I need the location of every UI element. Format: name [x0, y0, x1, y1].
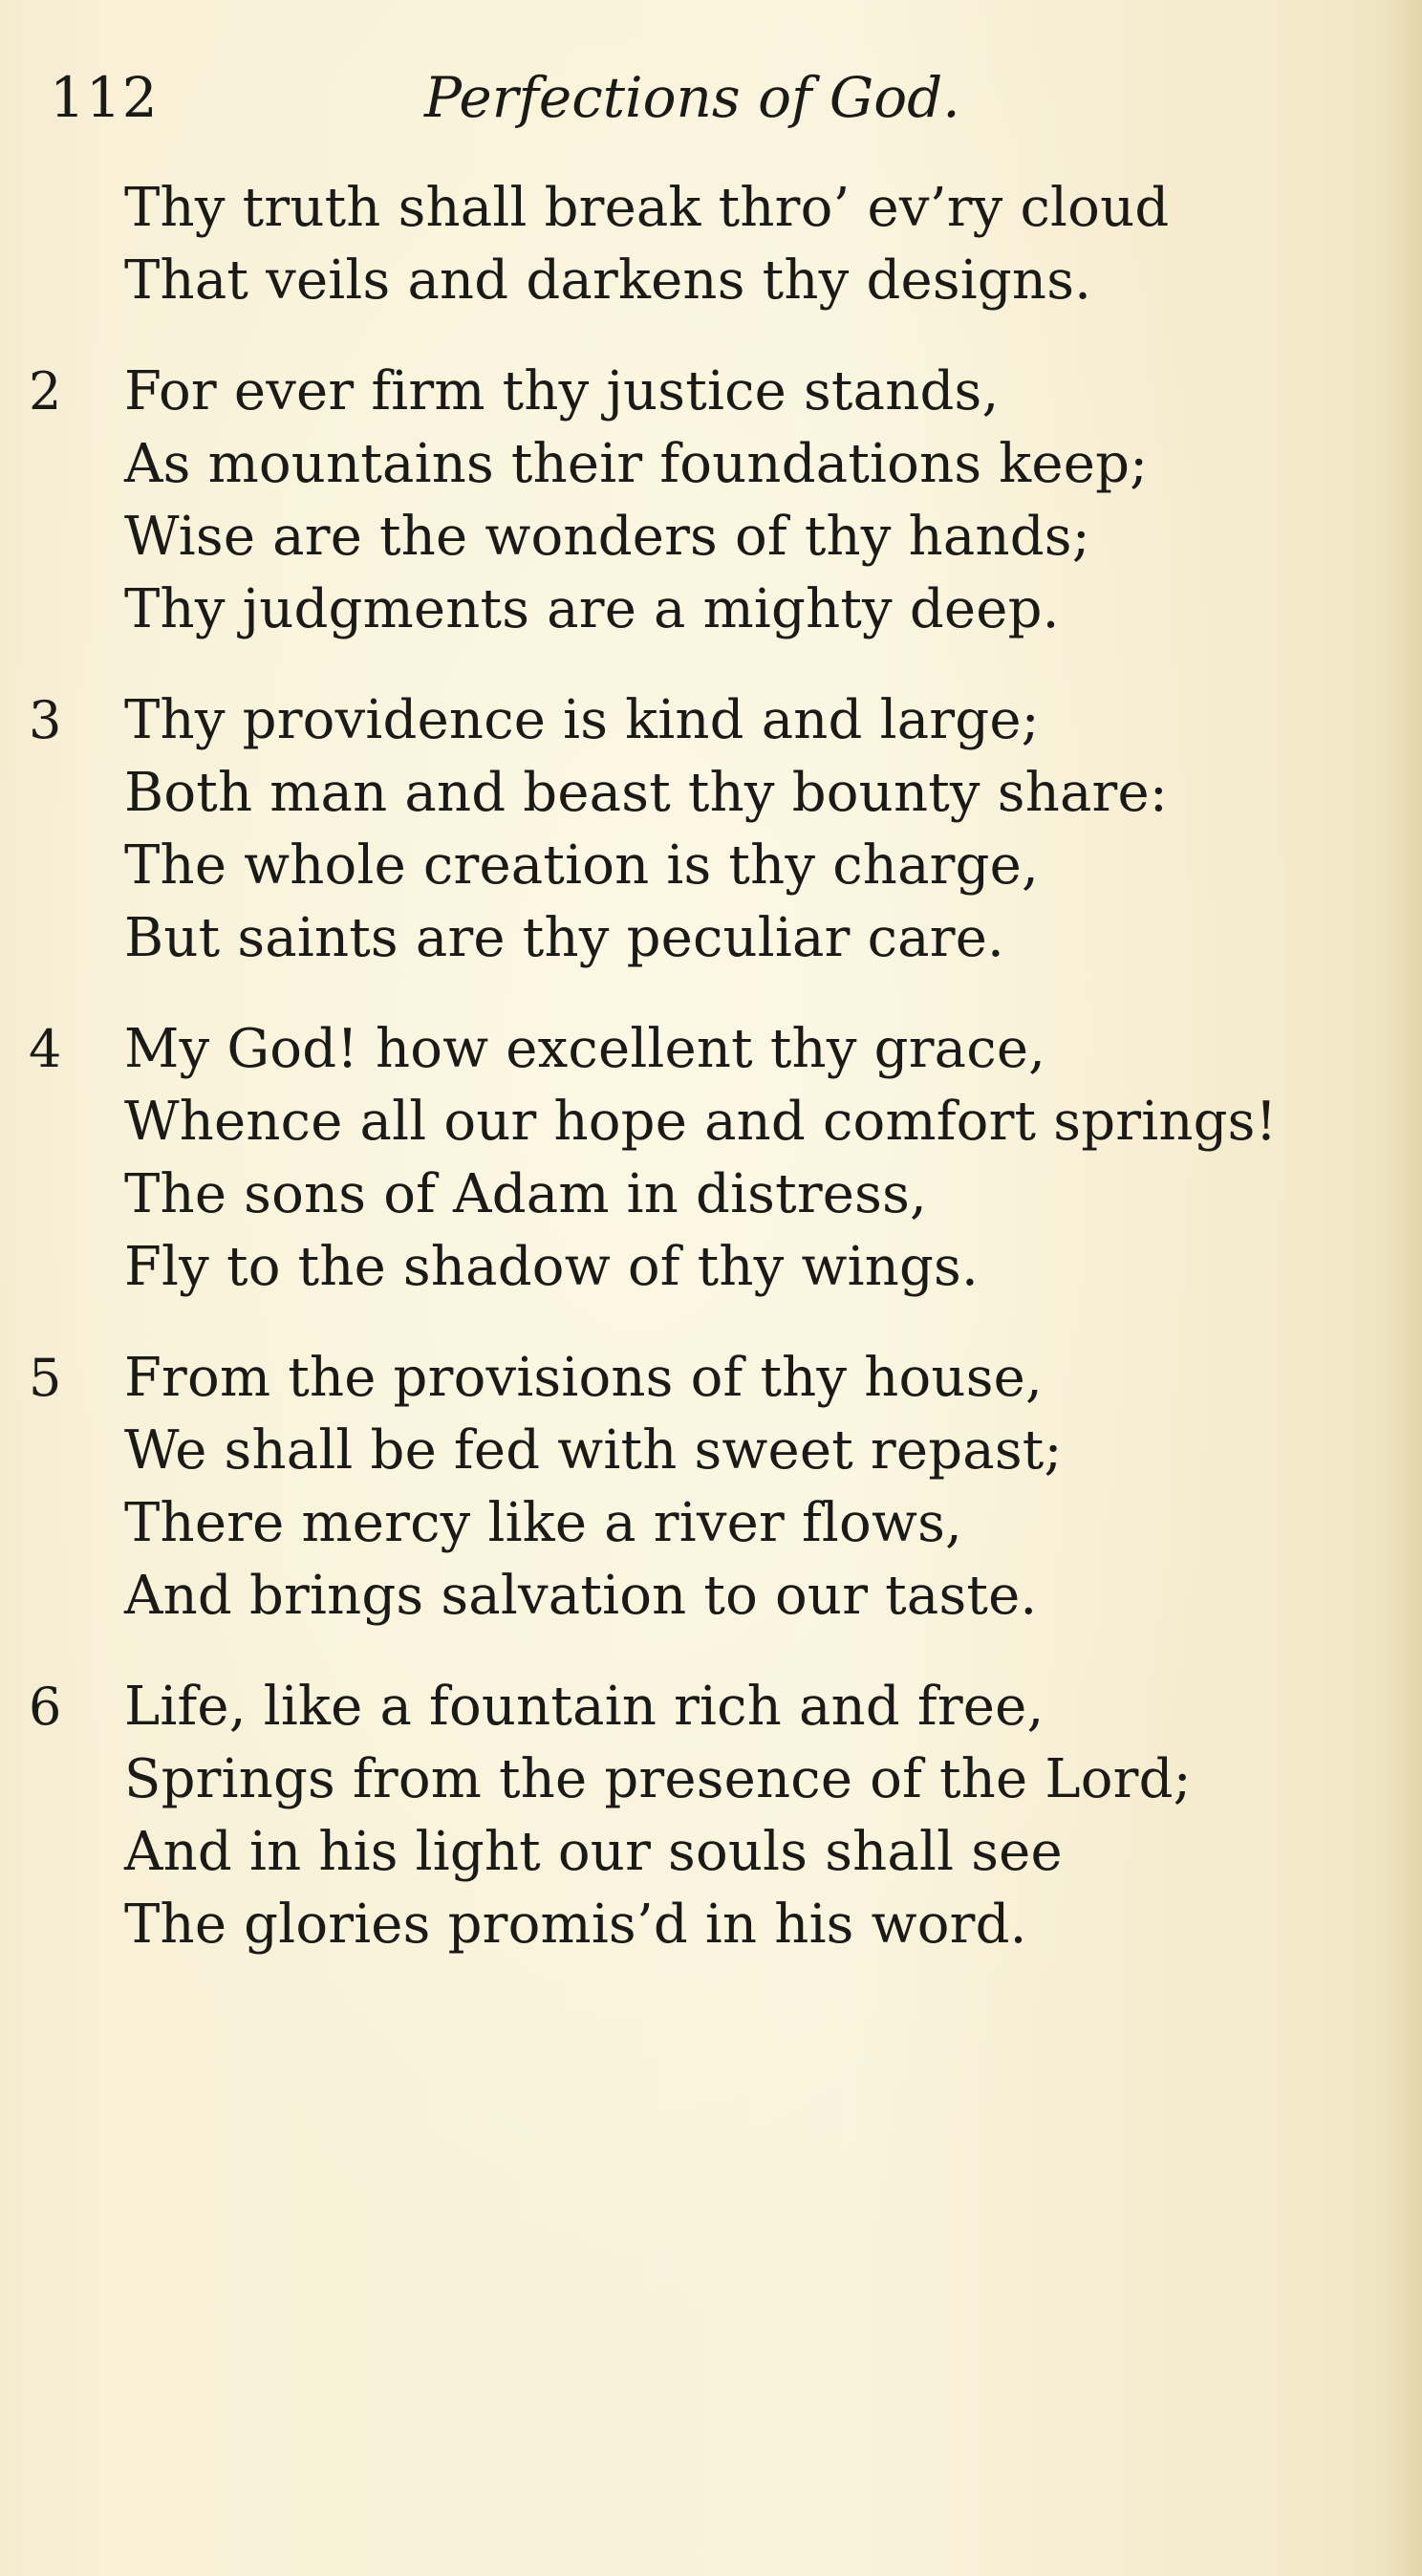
stanza-3: [29, 684, 1386, 975]
verse-line: 2 For ever firm thy justice stands,: [29, 356, 1386, 428]
verse-line: That veils and darkens thy designs.: [124, 249, 1092, 312]
verse-line: But saints are thy peculiar care.: [124, 907, 1005, 969]
verse-line: As mountains their foundations keep;: [124, 433, 1149, 495]
hymn-text: [29, 172, 1386, 1961]
verse-line: 6 Life, like a fountain rich and free,: [29, 1671, 1386, 1743]
stanza-6: [29, 1671, 1386, 1961]
verse-line: 3 Thy providence is kind and large;: [29, 684, 1386, 757]
stanza-1-continued: [29, 172, 1386, 317]
verse-line: And brings salvation to our taste.: [124, 1565, 1038, 1627]
verse-line: We shall be fed with sweet repast;: [124, 1419, 1063, 1482]
stanza-2: [29, 356, 1386, 646]
page-number: 112: [50, 65, 159, 130]
stanza-number: 6: [29, 1677, 62, 1737]
verse-line: And in his light our souls shall see: [124, 1821, 1063, 1883]
stanza-number: 3: [29, 690, 62, 750]
verse-line: Wise are the wonders of thy hands;: [124, 506, 1090, 568]
stanza-5: [29, 1342, 1386, 1633]
stanza-number: 5: [29, 1348, 62, 1408]
running-title: Perfections of God.: [424, 65, 960, 130]
verse-line: The sons of Adam in distress,: [124, 1163, 928, 1225]
verse-line: Thy judgments are a mighty deep.: [124, 578, 1060, 640]
page-edge-shadow: [1384, 0, 1422, 2576]
verse-line: Thy truth shall break thro’ ev’ry cloud: [124, 177, 1170, 239]
verse-line: Springs from the presence of the Lord;: [124, 1748, 1192, 1810]
stanza-number: 4: [29, 1019, 62, 1079]
verse-line: There mercy like a river flows,: [124, 1492, 963, 1554]
running-head: [50, 59, 967, 136]
verse-line: 5 From the provisions of thy house,: [29, 1342, 1386, 1415]
stanza-number: 2: [29, 361, 62, 422]
stanza-4: [29, 1013, 1386, 1304]
verse-line: The whole creation is thy charge,: [124, 834, 1040, 897]
verse-line: Whence all our hope and comfort springs!: [124, 1091, 1278, 1153]
verse-line: Both man and beast thy bounty share:: [124, 762, 1168, 824]
verse-line: The glories promis’d in his word.: [124, 1894, 1027, 1956]
verse-line: Fly to the shadow of thy wings.: [124, 1236, 979, 1298]
verse-line: 4 My God! how excellent thy grace,: [29, 1013, 1386, 1086]
